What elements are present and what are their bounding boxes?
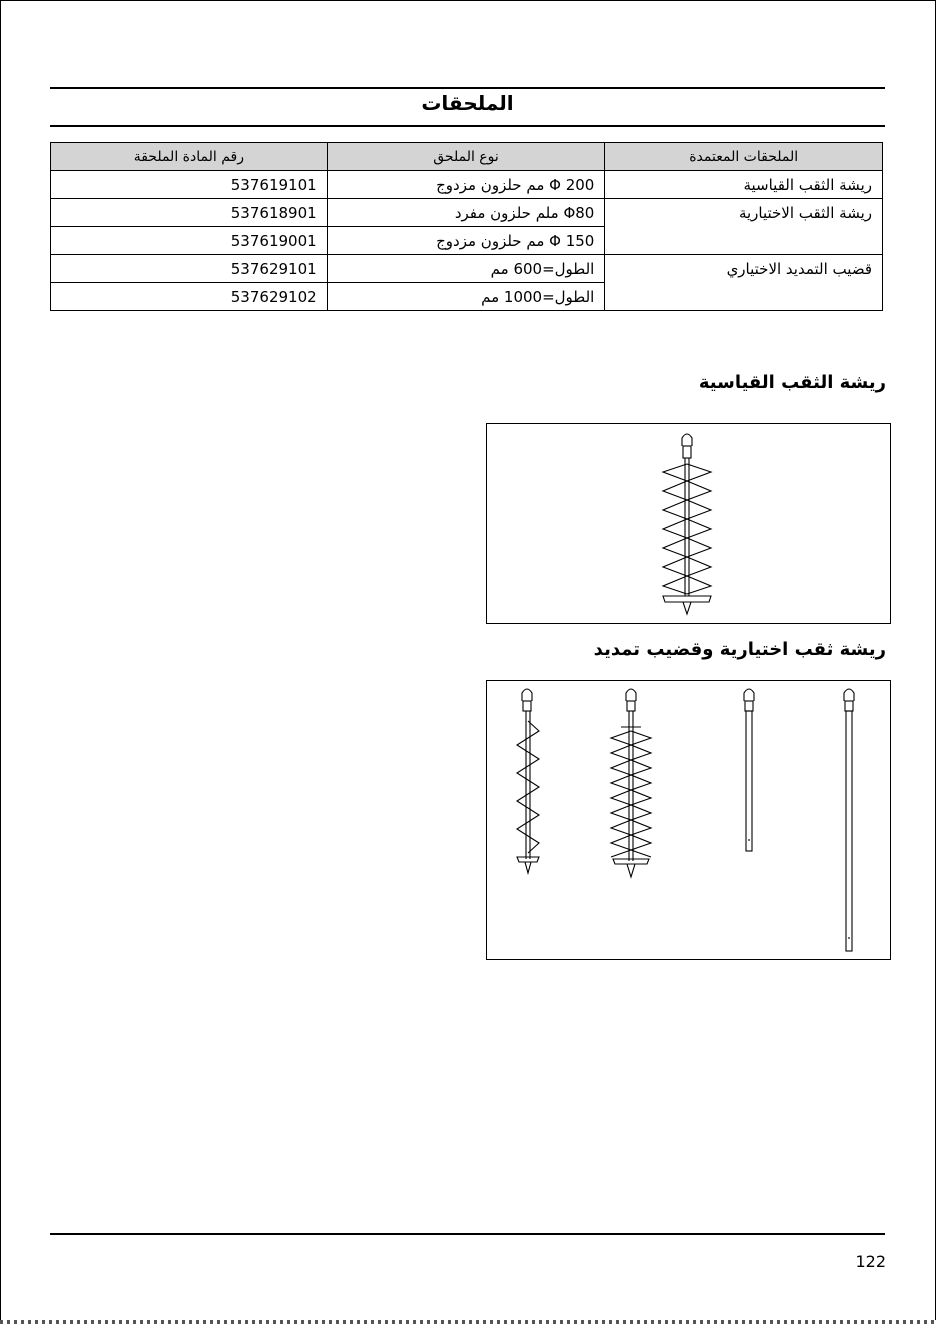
cell-part-number: 537619001: [51, 227, 328, 255]
cell-accessory-type: الطول=1000 مم: [327, 283, 605, 311]
page-number: 122: [855, 1252, 886, 1271]
extension-rod-1000-icon: [844, 689, 854, 951]
scan-edge-strip: [0, 1320, 936, 1324]
footer-rule: [50, 1233, 885, 1235]
table-row: [51, 171, 883, 199]
cell-accessory-model: ريشة الثقب الاختيارية: [605, 199, 883, 255]
cell-part-number: 537629101: [51, 255, 328, 283]
title-rule-top: [50, 87, 885, 89]
cell-part-number: 537619101: [51, 171, 328, 199]
table-header-row: [51, 143, 883, 171]
optional-accessories-icon: [487, 681, 890, 959]
section-title-optional: ريشة ثقب اختيارية وقضيب تمديد: [593, 639, 886, 660]
cell-accessory-type: Φ 150 مم حلزون مزدوج: [327, 227, 605, 255]
extension-rod-600-icon: [744, 689, 754, 851]
cell-accessory-type: Φ80 ملم حلزون مفرد: [327, 199, 605, 227]
header-part-number: رقم المادة الملحقة: [51, 143, 328, 171]
cell-accessory-type: الطول=600 مم: [327, 255, 605, 283]
title-rule-bottom: [50, 125, 885, 127]
cell-accessory-model: قضيب التمديد الاختياري: [605, 255, 883, 311]
double-auger-bit-icon: [487, 424, 890, 623]
accessories-table: [50, 142, 883, 311]
cell-part-number: 537629102: [51, 283, 328, 311]
cell-accessory-model: ريشة الثقب القياسية: [605, 171, 883, 199]
figure-optional-accessories: [486, 680, 891, 960]
section-title-standard: ريشة الثقب القياسية: [698, 372, 886, 393]
cell-part-number: 537618901: [51, 199, 328, 227]
figure-standard-auger: [486, 423, 891, 624]
cell-accessory-type: Φ 200 مم حلزون مزدوج: [327, 171, 605, 199]
header-approved-accessory: الملحقات المعتمدة: [605, 143, 883, 171]
page-title: الملحقات: [421, 91, 514, 115]
double-auger-150-icon: [611, 689, 651, 877]
table-row: [51, 255, 883, 283]
table-row: [51, 199, 883, 227]
single-auger-bit-icon: [517, 689, 539, 873]
header-accessory-type: نوع الملحق: [327, 143, 605, 171]
